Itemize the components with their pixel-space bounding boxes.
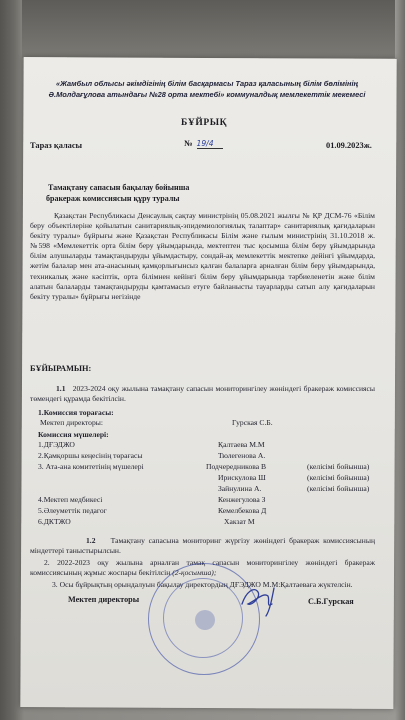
members-heading: Комиссия мүшелері: <box>38 430 109 439</box>
number-handwritten: 19/4 <box>196 139 214 148</box>
item-1-1-number: 1.1 <box>56 384 66 393</box>
order-number <box>184 139 223 149</box>
member-name: Қалтаева М.М <box>218 440 265 449</box>
member-name: Зайнулина А. <box>218 484 262 493</box>
member-role: 5.Әлеуметтік педагог <box>38 506 107 515</box>
item-1-1 <box>30 384 375 404</box>
member-role: 6.ДКТЖО <box>38 517 71 526</box>
photo-top-shadow <box>22 0 395 58</box>
number-field <box>197 139 223 149</box>
member-role: 3. Ата-ана комитетінің мүшелері <box>38 462 144 471</box>
item-3: 3. Осы бұйрықтың орындалуын бақылау директордың ДҒЭДЖО М.М:Қалтаеваға жүктелсін. <box>52 580 353 589</box>
member-name: Кемелбекова Д <box>218 506 267 515</box>
item-2-text: 2. 2022-2023 оқу жылына арналған тамақ сапасын мониторингілеу жөніндегі бракераж комиссиясының жұмыс жоспары бекітілсін <box>30 558 375 578</box>
member-name: Подчередникова В <box>206 462 267 471</box>
order-date: 01.09.2023ж. <box>326 141 372 150</box>
item-1-2-text: Тамақтану сапасына мониторинг жүргізу жөніндегі бракераж комиссиясының міндеттері таныстырылсын. <box>30 536 376 556</box>
member-note: (келісімі бойынша) <box>307 484 370 493</box>
item-1-2-number: 1.2 <box>86 536 96 545</box>
member-role: 2.Қамқоршы кеңесінің төрағасы <box>38 451 143 460</box>
chair-heading: 1.Комиссия торағасы: <box>38 408 114 417</box>
chair-name: Гурская С.Б. <box>232 418 273 427</box>
number-prefix: № <box>184 139 193 148</box>
signature-name: С.Б.Гурская <box>308 597 354 606</box>
member-role: 4.Мектеп медбикесі <box>38 495 103 504</box>
header-line-1: «Жамбыл облысы әкімдігінің білім басқармасы Тараз қаласының білім бөлімінің <box>56 79 358 88</box>
subject-line-2: бракераж комиссиясын құру туралы <box>46 194 180 203</box>
header-line-2: Ә.Молдағұлова атындағы №28 орта мектебі» коммуналдық мемлекеттік мекемесі <box>48 90 366 99</box>
handwritten-signature <box>236 582 288 620</box>
signature-role: Мектеп директоры <box>68 595 140 604</box>
item-2-appendix: (2-қосымша); <box>172 568 217 578</box>
member-name: Ирискулова Ш <box>218 473 266 482</box>
subject-line-1: Тамақтану сапасын бақылау бойынша <box>48 183 190 192</box>
preamble-text: Қазақстан Республикасы Денсаулық сақтау министрінің 05.08.2021 жылғы № ҚР ДСМ-76 «Білім беру объектілеріне қойылатын санитариялық-эпидемиологиялық талаптар» санитариялық қағидаларын бекіту туралы» бұйрығы және Қазақстан Республикасы Білім және ғылым министрінің 31.10.2018 ж. №598 «Мемлекеттік орта білім беру ұйымдарында, мектептен тыс қосымша білім беру ұйымдарында білім алушыларды тамақтандыруды ұйымдастыру, сондай-ақ мемлекеттік мектепке дейінгі ұйымдарда, жетім балалар мен ата-анасының қамқорлығынсыз қалған балаларға арналған білім беру ұйымдарында, техникалық және кәсіптік, орта білімнен кейінгі білім беру ұйымдарында тәрбиеленетін және білім алатын балаларды тамақтандыруды қамтамасыз етуге байланысты тауарларды сатып алу қағидаларын бекіту туралы» бұйрығы негізінде <box>30 211 375 301</box>
member-name: Кенжегулова З <box>218 495 266 504</box>
order-city: Тараз қаласы <box>30 141 83 150</box>
order-word: БҰЙЫРАМЫН: <box>30 364 92 373</box>
member-note: (келісімі бойынша) <box>307 462 370 471</box>
chair-role: Мектеп директоры: <box>40 418 103 427</box>
item-1-2 <box>30 536 375 556</box>
member-name: Хакзат М <box>224 517 255 526</box>
item-1-1-text: 2023-2024 оқу жылына тамақтану сапасын мониторингілеу жөніндегі бракераж комиссиясы төмендегі құрамда бекітілсін. <box>30 384 375 404</box>
order-title: БҰЙРЫҚ <box>181 118 228 128</box>
member-name: Тюлегенова А. <box>218 451 266 460</box>
member-note: (келісімі бойынша) <box>307 473 370 482</box>
seal-emblem <box>195 610 215 630</box>
member-role: 1.ДҒЭДЖО <box>38 440 75 449</box>
